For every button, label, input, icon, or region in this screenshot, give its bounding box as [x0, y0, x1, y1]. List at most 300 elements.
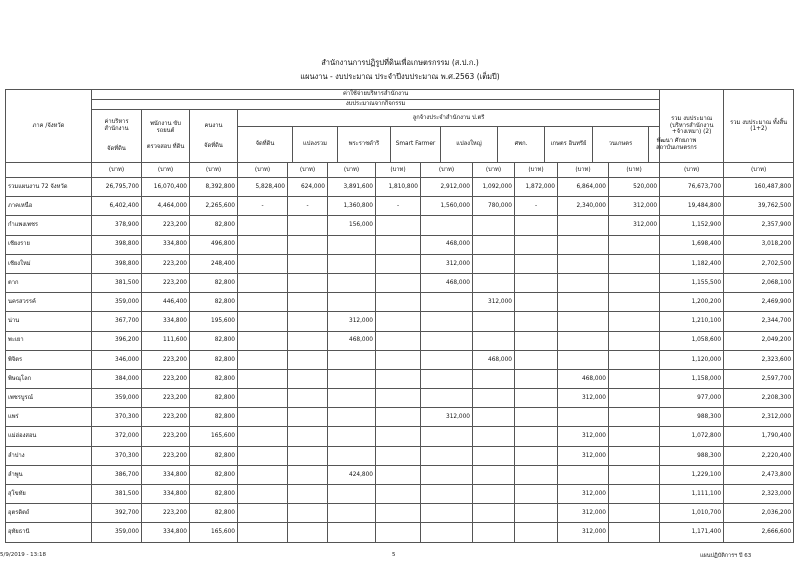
- table-row: [6, 216, 794, 235]
- value-cell: 468,000: [421, 273, 473, 292]
- value-cell: 312,000: [558, 446, 609, 465]
- value-cell: [288, 254, 328, 273]
- table-row: [6, 293, 794, 312]
- value-cell: 1,200,200: [660, 293, 724, 312]
- value-cell: 6,402,400: [92, 197, 142, 216]
- value-cell: -: [288, 197, 328, 216]
- value-cell: [609, 504, 660, 523]
- value-cell: [238, 523, 288, 542]
- value-cell: 398,800: [92, 235, 142, 254]
- value-cell: 156,000: [328, 216, 376, 235]
- unit-cell: (บาท): [376, 163, 421, 178]
- value-cell: 76,673,700: [660, 178, 724, 197]
- value-cell: [238, 216, 288, 235]
- value-cell: [238, 254, 288, 273]
- value-cell: [515, 293, 558, 312]
- value-cell: [288, 273, 328, 292]
- unit-cell: (บาท): [288, 163, 328, 178]
- document-subtitle: แผนงาน - งบประมาณ ประจำปีงบประมาณ พ.ศ.2563 (เต็มปี): [300, 72, 500, 81]
- value-cell: 39,762,500: [724, 197, 794, 216]
- value-cell: [473, 216, 515, 235]
- value-cell: [515, 523, 558, 542]
- value-cell: 26,795,700: [92, 178, 142, 197]
- value-cell: 1,072,800: [660, 427, 724, 446]
- value-cell: 82,800: [190, 485, 238, 504]
- value-cell: [376, 485, 421, 504]
- value-cell: 16,070,400: [142, 178, 190, 197]
- value-cell: [238, 485, 288, 504]
- value-cell: 223,200: [142, 254, 190, 273]
- value-cell: 312,000: [609, 197, 660, 216]
- value-cell: 2,049,200: [724, 331, 794, 350]
- value-cell: 1,790,400: [724, 427, 794, 446]
- value-cell: [609, 312, 660, 331]
- unit-empty-cell: [6, 163, 92, 178]
- value-cell: [515, 235, 558, 254]
- value-cell: [376, 350, 421, 369]
- value-cell: 1,111,100: [660, 485, 724, 504]
- value-cell: 2,469,900: [724, 293, 794, 312]
- unit-cell: (บาท): [515, 163, 558, 178]
- unit-cell: (บาท): [142, 163, 190, 178]
- value-cell: [558, 408, 609, 427]
- value-cell: 5,828,400: [238, 178, 288, 197]
- value-cell: 2,265,600: [190, 197, 238, 216]
- col-header-admin-top: ค่าบริหาร สำนักงาน: [104, 119, 129, 132]
- value-cell: [421, 293, 473, 312]
- value-cell: 2,597,700: [724, 369, 794, 388]
- footer-timestamp: 5/9/2019 - 13:18: [0, 552, 47, 558]
- value-cell: [421, 523, 473, 542]
- value-cell: [473, 235, 515, 254]
- table-row: [6, 465, 794, 484]
- province-name: ลำพูน: [6, 465, 92, 484]
- value-cell: [609, 235, 660, 254]
- sub-col-header: เกษตร อินทรีย์: [545, 127, 593, 162]
- value-cell: 223,200: [142, 273, 190, 292]
- col-header-worker: [190, 110, 238, 163]
- value-cell: 1,360,800: [328, 197, 376, 216]
- value-cell: [473, 369, 515, 388]
- value-cell: 334,800: [142, 465, 190, 484]
- value-cell: 82,800: [190, 350, 238, 369]
- value-cell: [328, 504, 376, 523]
- value-cell: [376, 389, 421, 408]
- value-cell: 248,400: [190, 254, 238, 273]
- value-cell: [376, 273, 421, 292]
- value-cell: [238, 408, 288, 427]
- value-cell: 359,000: [92, 389, 142, 408]
- table-row: [6, 254, 794, 273]
- col-header-driver-sub: ตรวจสอบ ที่ดิน: [146, 144, 185, 151]
- province-name: ภาคเหนือ: [6, 197, 92, 216]
- value-cell: 312,000: [558, 485, 609, 504]
- value-cell: [558, 331, 609, 350]
- footer-note: แผนปฏิบัติการฯ ปี 63: [700, 553, 752, 559]
- value-cell: [328, 523, 376, 542]
- unit-cell: (บาท): [558, 163, 609, 178]
- value-cell: 381,500: [92, 273, 142, 292]
- value-cell: 82,800: [190, 465, 238, 484]
- value-cell: 424,800: [328, 465, 376, 484]
- province-name: กำแพงเพชร: [6, 216, 92, 235]
- province-name: พิจิตร: [6, 350, 92, 369]
- value-cell: [609, 446, 660, 465]
- col-header-admin-sub: จัดที่ดิน: [107, 146, 126, 153]
- value-cell: 370,300: [92, 408, 142, 427]
- value-cell: [328, 389, 376, 408]
- sub-col-header: พระราชดำริ: [338, 127, 391, 162]
- value-cell: [288, 369, 328, 388]
- value-cell: 223,200: [142, 216, 190, 235]
- value-cell: 312,000: [421, 254, 473, 273]
- value-cell: [376, 331, 421, 350]
- value-cell: [328, 408, 376, 427]
- value-cell: [238, 369, 288, 388]
- value-cell: [515, 216, 558, 235]
- value-cell: [421, 446, 473, 465]
- value-cell: 2,036,200: [724, 504, 794, 523]
- value-cell: 82,800: [190, 446, 238, 465]
- value-cell: [515, 273, 558, 292]
- value-cell: [421, 216, 473, 235]
- value-cell: [421, 369, 473, 388]
- value-cell: [238, 293, 288, 312]
- province-name: เพชรบูรณ์: [6, 389, 92, 408]
- province-name: สุโขทัย: [6, 485, 92, 504]
- value-cell: [515, 446, 558, 465]
- value-cell: 1,560,000: [421, 197, 473, 216]
- value-cell: 111,600: [142, 331, 190, 350]
- value-cell: [238, 235, 288, 254]
- value-cell: [376, 504, 421, 523]
- value-cell: 359,000: [92, 523, 142, 542]
- value-cell: 624,000: [288, 178, 328, 197]
- value-cell: [376, 446, 421, 465]
- value-cell: 1,698,400: [660, 235, 724, 254]
- value-cell: 82,800: [190, 504, 238, 523]
- value-cell: [558, 293, 609, 312]
- group-header-activity: งบประมาณจากกิจกรรม: [92, 100, 660, 110]
- value-cell: [328, 293, 376, 312]
- value-cell: [473, 408, 515, 427]
- value-cell: [515, 504, 558, 523]
- value-cell: 1,058,600: [660, 331, 724, 350]
- value-cell: [328, 485, 376, 504]
- value-cell: 988,300: [660, 446, 724, 465]
- value-cell: 223,200: [142, 427, 190, 446]
- value-cell: [288, 216, 328, 235]
- value-cell: [515, 427, 558, 446]
- province-name: แพร่: [6, 408, 92, 427]
- table-row: [6, 178, 794, 197]
- table-row: [6, 331, 794, 350]
- value-cell: [609, 254, 660, 273]
- value-cell: [421, 504, 473, 523]
- value-cell: [288, 350, 328, 369]
- table-row: [6, 408, 794, 427]
- group-header-staff: ลูกจ้างประจำสำนักงาน ป.ตรี: [238, 110, 659, 127]
- value-cell: [288, 523, 328, 542]
- value-cell: 82,800: [190, 369, 238, 388]
- value-cell: [473, 504, 515, 523]
- value-cell: [288, 485, 328, 504]
- value-cell: 2,340,000: [558, 197, 609, 216]
- grand-total-header: รวม งบประมาณ ทั้งสิ้น (1+2): [724, 90, 794, 163]
- value-cell: -: [515, 197, 558, 216]
- province-name: ตาก: [6, 273, 92, 292]
- value-cell: [421, 485, 473, 504]
- value-cell: 160,487,800: [724, 178, 794, 197]
- budget-table: [5, 89, 794, 543]
- col-header-admin: [92, 110, 142, 163]
- value-cell: 3,891,600: [328, 178, 376, 197]
- value-cell: 2,666,600: [724, 523, 794, 542]
- value-cell: [473, 465, 515, 484]
- table-row: [6, 235, 794, 254]
- value-cell: [473, 331, 515, 350]
- value-cell: 2,912,000: [421, 178, 473, 197]
- unit-cell: (บาท): [328, 163, 376, 178]
- table-row: [6, 273, 794, 292]
- value-cell: 6,864,000: [558, 178, 609, 197]
- value-cell: 2,323,600: [724, 350, 794, 369]
- value-cell: 1,210,100: [660, 312, 724, 331]
- province-name: แม่ฮ่องสอน: [6, 427, 92, 446]
- value-cell: [376, 235, 421, 254]
- table-row: [6, 197, 794, 216]
- table-row: [6, 504, 794, 523]
- province-name: น่าน: [6, 312, 92, 331]
- sub-col-header: พัฒนา ศักยภาพ สถาบันเกษตรกร: [656, 138, 697, 151]
- value-cell: [328, 235, 376, 254]
- value-cell: [238, 312, 288, 331]
- value-cell: 2,208,300: [724, 389, 794, 408]
- value-cell: [238, 504, 288, 523]
- value-cell: [288, 446, 328, 465]
- value-cell: 334,800: [142, 235, 190, 254]
- province-name: อุตรดิตถ์: [6, 504, 92, 523]
- value-cell: 312,000: [421, 408, 473, 427]
- value-cell: 82,800: [190, 389, 238, 408]
- value-cell: [473, 523, 515, 542]
- col-header-worker-top: คนงาน: [204, 122, 223, 129]
- value-cell: 367,700: [92, 312, 142, 331]
- value-cell: 312,000: [558, 389, 609, 408]
- value-cell: 2,323,000: [724, 485, 794, 504]
- table-row: [6, 389, 794, 408]
- province-name: ลำปาง: [6, 446, 92, 465]
- value-cell: 372,000: [92, 427, 142, 446]
- value-cell: [376, 408, 421, 427]
- table-row: [6, 427, 794, 446]
- value-cell: [473, 485, 515, 504]
- value-cell: [515, 331, 558, 350]
- value-cell: [376, 523, 421, 542]
- value-cell: [558, 350, 609, 369]
- value-cell: 2,473,800: [724, 465, 794, 484]
- value-cell: 988,300: [660, 408, 724, 427]
- value-cell: [288, 504, 328, 523]
- value-cell: [238, 273, 288, 292]
- sub-col-header: แปลงรวม: [293, 127, 338, 162]
- value-cell: 195,600: [190, 312, 238, 331]
- value-cell: 334,800: [142, 312, 190, 331]
- value-cell: [288, 427, 328, 446]
- value-cell: [473, 254, 515, 273]
- province-name: รวมแผนงาน 72 จังหวัด: [6, 178, 92, 197]
- value-cell: 82,800: [190, 273, 238, 292]
- value-cell: [376, 293, 421, 312]
- region-header: ภาค /จังหวัด: [6, 90, 92, 163]
- value-cell: [328, 254, 376, 273]
- value-cell: [558, 465, 609, 484]
- value-cell: [609, 369, 660, 388]
- value-cell: [609, 273, 660, 292]
- value-cell: 165,600: [190, 523, 238, 542]
- value-cell: 4,464,000: [142, 197, 190, 216]
- value-cell: 82,800: [190, 216, 238, 235]
- value-cell: 334,800: [142, 485, 190, 504]
- value-cell: 1,092,000: [473, 178, 515, 197]
- province-name: เชียงราย: [6, 235, 92, 254]
- value-cell: 520,000: [609, 178, 660, 197]
- table-row: [6, 369, 794, 388]
- value-cell: [288, 312, 328, 331]
- value-cell: 223,200: [142, 408, 190, 427]
- document-title: สำนักงานการปฏิรูปที่ดินเพื่อเกษตรกรรม (ส.ป.ก.): [321, 58, 479, 67]
- province-name: อุทัยธานี: [6, 523, 92, 542]
- table-row: [6, 312, 794, 331]
- value-cell: [515, 350, 558, 369]
- value-cell: 1,872,000: [515, 178, 558, 197]
- value-cell: [238, 427, 288, 446]
- value-cell: [421, 350, 473, 369]
- value-cell: 223,200: [142, 504, 190, 523]
- value-cell: [515, 485, 558, 504]
- value-cell: [376, 369, 421, 388]
- value-cell: 468,000: [473, 350, 515, 369]
- value-cell: 468,000: [328, 331, 376, 350]
- value-cell: 2,702,500: [724, 254, 794, 273]
- value-cell: 312,000: [558, 504, 609, 523]
- value-cell: 1,171,400: [660, 523, 724, 542]
- col-header-worker-sub: จัดที่ดิน: [204, 143, 223, 149]
- value-cell: [609, 485, 660, 504]
- value-cell: 1,229,100: [660, 465, 724, 484]
- value-cell: [558, 254, 609, 273]
- value-cell: [288, 389, 328, 408]
- value-cell: [328, 273, 376, 292]
- value-cell: 398,800: [92, 254, 142, 273]
- value-cell: 312,000: [473, 293, 515, 312]
- sub-col-header: ศพก.: [498, 127, 545, 162]
- value-cell: 2,344,700: [724, 312, 794, 331]
- value-cell: 223,200: [142, 389, 190, 408]
- sub-col-header: วนเกษตร: [593, 127, 649, 162]
- value-cell: [376, 465, 421, 484]
- value-cell: 396,200: [92, 331, 142, 350]
- sub-col-header: Smart Farmer: [391, 127, 441, 162]
- value-cell: 370,300: [92, 446, 142, 465]
- value-cell: [238, 446, 288, 465]
- value-cell: [473, 312, 515, 331]
- value-cell: 1,810,800: [376, 178, 421, 197]
- value-cell: 386,700: [92, 465, 142, 484]
- value-cell: 82,800: [190, 408, 238, 427]
- unit-cell: (บาท): [609, 163, 660, 178]
- value-cell: 223,200: [142, 369, 190, 388]
- footer-page-number: 5: [392, 552, 396, 558]
- unit-cell: (บาท): [660, 163, 724, 178]
- value-cell: 1,182,400: [660, 254, 724, 273]
- value-cell: [558, 273, 609, 292]
- value-cell: 1,155,500: [660, 273, 724, 292]
- value-cell: [609, 331, 660, 350]
- value-cell: 2,068,100: [724, 273, 794, 292]
- value-cell: 468,000: [558, 369, 609, 388]
- value-cell: [376, 312, 421, 331]
- value-cell: [421, 389, 473, 408]
- value-cell: [328, 446, 376, 465]
- province-name: พิษณุโลก: [6, 369, 92, 388]
- table-row: [6, 523, 794, 542]
- value-cell: [558, 235, 609, 254]
- value-cell: [238, 331, 288, 350]
- unit-cell: (บาท): [724, 163, 794, 178]
- value-cell: 165,600: [190, 427, 238, 446]
- value-cell: [238, 350, 288, 369]
- value-cell: [288, 235, 328, 254]
- unit-cell: (บาท): [92, 163, 142, 178]
- value-cell: [473, 389, 515, 408]
- value-cell: [609, 293, 660, 312]
- value-cell: [288, 293, 328, 312]
- value-cell: 1,158,000: [660, 369, 724, 388]
- value-cell: 312,000: [328, 312, 376, 331]
- value-cell: [288, 408, 328, 427]
- value-cell: 1,120,000: [660, 350, 724, 369]
- value-cell: 223,200: [142, 446, 190, 465]
- value-cell: 312,000: [609, 216, 660, 235]
- table-row: [6, 485, 794, 504]
- value-cell: 468,000: [421, 235, 473, 254]
- value-cell: 334,800: [142, 523, 190, 542]
- value-cell: [376, 216, 421, 235]
- value-cell: 223,200: [142, 350, 190, 369]
- value-cell: [421, 312, 473, 331]
- value-cell: [515, 408, 558, 427]
- value-cell: [376, 427, 421, 446]
- value-cell: 19,484,800: [660, 197, 724, 216]
- value-cell: [328, 427, 376, 446]
- value-cell: [515, 465, 558, 484]
- value-cell: 446,400: [142, 293, 190, 312]
- value-cell: 381,500: [92, 485, 142, 504]
- value-cell: 82,800: [190, 293, 238, 312]
- col-header-driver-top: พนักงาน ขับรถยนต์: [150, 121, 181, 134]
- value-cell: 312,000: [558, 427, 609, 446]
- group-header-admin: ค่าใช้จ่ายบริหารสำนักงาน: [92, 90, 660, 100]
- value-cell: 780,000: [473, 197, 515, 216]
- sub-col-header: แปลงใหญ่: [441, 127, 498, 162]
- value-cell: 312,000: [558, 523, 609, 542]
- value-cell: 346,000: [92, 350, 142, 369]
- value-cell: 82,800: [190, 331, 238, 350]
- value-cell: 384,000: [92, 369, 142, 388]
- value-cell: [609, 427, 660, 446]
- value-cell: 2,220,400: [724, 446, 794, 465]
